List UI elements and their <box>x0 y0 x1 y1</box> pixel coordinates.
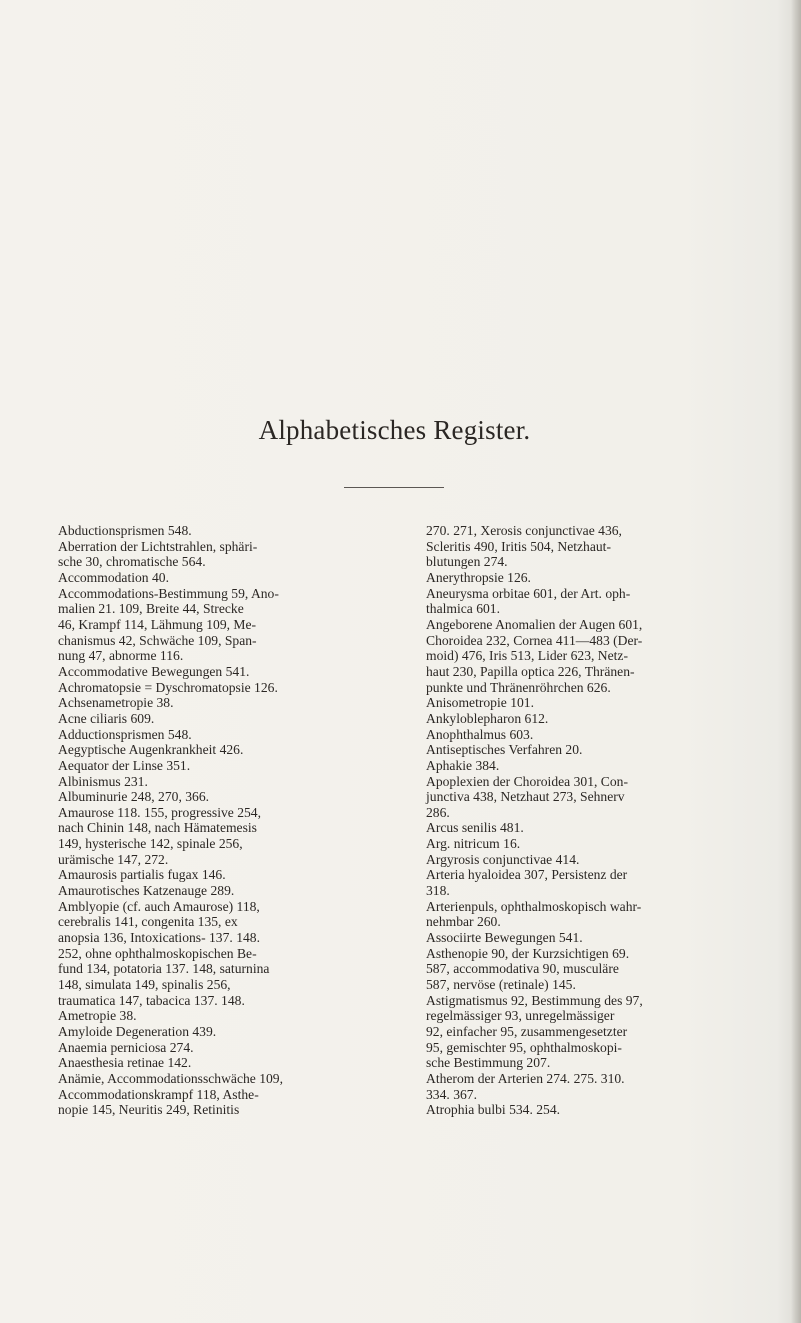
entry-line: Anerythropsie 126. <box>426 569 531 585</box>
entry-line: Aneurysma orbitae 601, der Art. oph- <box>426 585 631 601</box>
register-entry <box>58 805 388 868</box>
entry-line: 270. 271, Xerosis conjunctivae 436, <box>426 523 622 538</box>
entry-line: urämische 147, 272. <box>58 851 169 867</box>
register-entry <box>426 899 761 930</box>
entry-line: Amyloide Degeneration 439. <box>58 1024 217 1039</box>
entry-line: Anisometropie 101. <box>426 695 534 711</box>
entry-line: Anaemia perniciosa 274. <box>58 1039 194 1055</box>
register-entry <box>426 774 761 821</box>
entry-line: Accommodation 40. <box>58 569 169 585</box>
entry-line: Ankyloblepharon 612. <box>426 710 549 726</box>
register-entry <box>426 993 761 1071</box>
entry-line: Arterienpuls, ophthalmoskopisch wahr- <box>426 898 642 914</box>
entry-line: Albinismus 231. <box>58 773 148 789</box>
entry-line: 252, ohne ophthalmoskopischen Be- <box>58 945 257 961</box>
register-entry <box>58 727 388 743</box>
register-entry <box>58 1024 388 1040</box>
entry-line: Associirte Bewegungen 541. <box>426 930 583 946</box>
register-entry <box>426 758 761 774</box>
register-entry <box>426 867 761 898</box>
entry-line: chanismus 42, Schwäche 109, Span- <box>58 632 257 648</box>
entry-line: Ametropie 38. <box>58 1008 137 1024</box>
entry-line: Anophthalmus 603. <box>426 726 534 742</box>
entry-line: nung 47, abnorme 116. <box>58 648 184 664</box>
register-entry <box>426 586 761 617</box>
register-entry <box>58 523 388 539</box>
register-entry <box>58 695 388 711</box>
entry-line: blutungen 274. <box>426 554 508 570</box>
entry-line: 149, hysterische 142, spinale 256, <box>58 836 243 852</box>
entry-line: Choroidea 232, Cornea 411—483 (Der- <box>426 632 643 648</box>
entry-line: Aegyptische Augenkrankheit 426. <box>58 742 244 758</box>
entry-line: Amaurosis partialis fugax 146. <box>58 867 226 883</box>
right-column <box>426 523 761 1118</box>
entry-line: Albuminurie 248, 270, 366. <box>58 789 210 805</box>
register-entry <box>58 570 388 586</box>
register-entry <box>426 930 761 946</box>
register-entry <box>58 742 388 758</box>
entry-line: Achromatopsie = Dyschromatopsie 126. <box>58 679 278 695</box>
entry-line: Amaurotisches Katzenauge 289. <box>58 883 235 899</box>
entry-line: Angeborene Anomalien der Augen 601, <box>426 616 643 632</box>
entry-line: nehmbar 260. <box>426 914 501 930</box>
entry-line: Achsenametropie 38. <box>58 695 174 711</box>
entry-line: 334. 367. <box>426 1086 477 1102</box>
entry-line: Anaesthesia retinae 142. <box>58 1055 192 1071</box>
entry-line: Aequator der Linse 351. <box>58 757 191 773</box>
register-entry <box>58 1071 388 1118</box>
entry-line: cerebralis 141, congenita 135, ex <box>58 914 238 930</box>
entry-line: Antiseptisches Verfahren 20. <box>426 742 583 758</box>
entry-line: Aberration der Lichtstrahlen, sphäri- <box>58 538 258 554</box>
entry-line: Scleritis 490, Iritis 504, Netzhaut- <box>426 538 611 554</box>
register-entry <box>426 1071 761 1102</box>
title-rule <box>344 487 444 488</box>
register-entry <box>426 946 761 993</box>
left-column <box>58 523 388 1118</box>
register-entry <box>58 664 388 680</box>
register-entry <box>426 711 761 727</box>
register-entry <box>426 742 761 758</box>
entry-line: Accommodationskrampf 118, Asthe- <box>58 1086 259 1102</box>
register-entry <box>58 758 388 774</box>
entry-line: Atrophia bulbi 534. 254. <box>426 1102 561 1118</box>
entry-line: malien 21. 109, Breite 44, Strecke <box>58 601 244 617</box>
entry-line: Abductionsprismen 548. <box>58 523 192 538</box>
entry-line: 587, nervöse (retinale) 145. <box>426 977 576 993</box>
register-entry <box>58 539 388 570</box>
register-entry <box>58 774 388 790</box>
entry-line: fund 134, potatoria 137. 148, saturnina <box>58 961 270 977</box>
entry-line: nach Chinin 148, nach Hämatemesis <box>58 820 257 836</box>
entry-line: moid) 476, Iris 513, Lider 623, Netz- <box>426 648 628 664</box>
entry-line: Accommodative Bewegungen 541. <box>58 663 250 679</box>
entry-line: Arg. nitricum 16. <box>426 836 521 852</box>
entry-line: punkte und Thränenröhrchen 626. <box>426 679 611 695</box>
register-entry <box>426 523 761 570</box>
entry-line: sche 30, chromatische 564. <box>58 554 206 570</box>
entry-line: thalmica 601. <box>426 601 500 617</box>
entry-line: haut 230, Papilla optica 226, Thränen- <box>426 663 635 679</box>
register-entry <box>58 711 388 727</box>
register-entry <box>58 586 388 664</box>
entry-line: Argyrosis conjunctivae 414. <box>426 851 580 867</box>
entry-line: Atherom der Arterien 274. 275. 310. <box>426 1070 625 1086</box>
entry-line: anopsia 136, Intoxications- 137. 148. <box>58 930 260 946</box>
entry-line: Amblyopie (cf. auch Amaurose) 118, <box>58 898 260 914</box>
entry-line: Astigmatismus 92, Bestimmung des 97, <box>426 992 643 1008</box>
register-entry <box>58 1040 388 1056</box>
register-entry <box>58 1008 388 1024</box>
entry-line: Accommodations-Bestimmung 59, Ano- <box>58 585 279 601</box>
entry-line: 148, simulata 149, spinalis 256, <box>58 977 231 993</box>
register-entry <box>426 570 761 586</box>
entry-line: 587, accommodativa 90, musculäre <box>426 961 619 977</box>
entry-line: sche Bestimmung 207. <box>426 1055 551 1071</box>
entry-line: Anämie, Accommodationsschwäche 109, <box>58 1070 283 1086</box>
entry-line: 46, Krampf 114, Lähmung 109, Me- <box>58 616 257 632</box>
entry-line: traumatica 147, tabacica 137. 148. <box>58 992 245 1008</box>
register-entry <box>426 727 761 743</box>
register-entry <box>426 820 761 836</box>
register-entry <box>58 789 388 805</box>
entry-line: regelmässiger 93, unregelmässiger <box>426 1008 615 1024</box>
entry-line: Amaurose 118. 155, progressive 254, <box>58 804 261 820</box>
page-edge-shadow <box>791 0 801 1323</box>
entry-line: Arteria hyaloidea 307, Persistenz der <box>426 867 628 883</box>
entry-line: Acne ciliaris 609. <box>58 710 155 726</box>
entry-line: junctiva 438, Netzhaut 273, Sehnerv <box>426 789 625 805</box>
register-entry <box>58 867 388 883</box>
entry-line: Aphakie 384. <box>426 757 500 773</box>
register-entry <box>426 695 761 711</box>
register-entry <box>426 836 761 852</box>
entry-line: nopie 145, Neuritis 249, Retinitis <box>58 1102 240 1118</box>
entry-line: Arcus senilis 481. <box>426 820 524 836</box>
page-title: Alphabetisches Register. <box>258 415 531 445</box>
entry-line: 318. <box>426 883 450 899</box>
register-entry <box>58 680 388 696</box>
register-entry <box>426 617 761 695</box>
register-entry <box>58 899 388 1009</box>
entry-line: 92, einfacher 95, zusammengesetzter <box>426 1024 628 1039</box>
register-entry <box>58 1055 388 1071</box>
entry-line: Adductionsprismen 548. <box>58 726 192 742</box>
register-entry <box>426 1102 761 1118</box>
entry-line: Asthenopie 90, der Kurzsichtigen 69. <box>426 945 630 961</box>
entry-line: 95, gemischter 95, ophthalmoskopi- <box>426 1039 622 1055</box>
entry-line: Apoplexien der Choroidea 301, Con- <box>426 773 628 789</box>
register-entry <box>426 852 761 868</box>
register-entry <box>58 883 388 899</box>
entry-line: 286. <box>426 804 450 820</box>
